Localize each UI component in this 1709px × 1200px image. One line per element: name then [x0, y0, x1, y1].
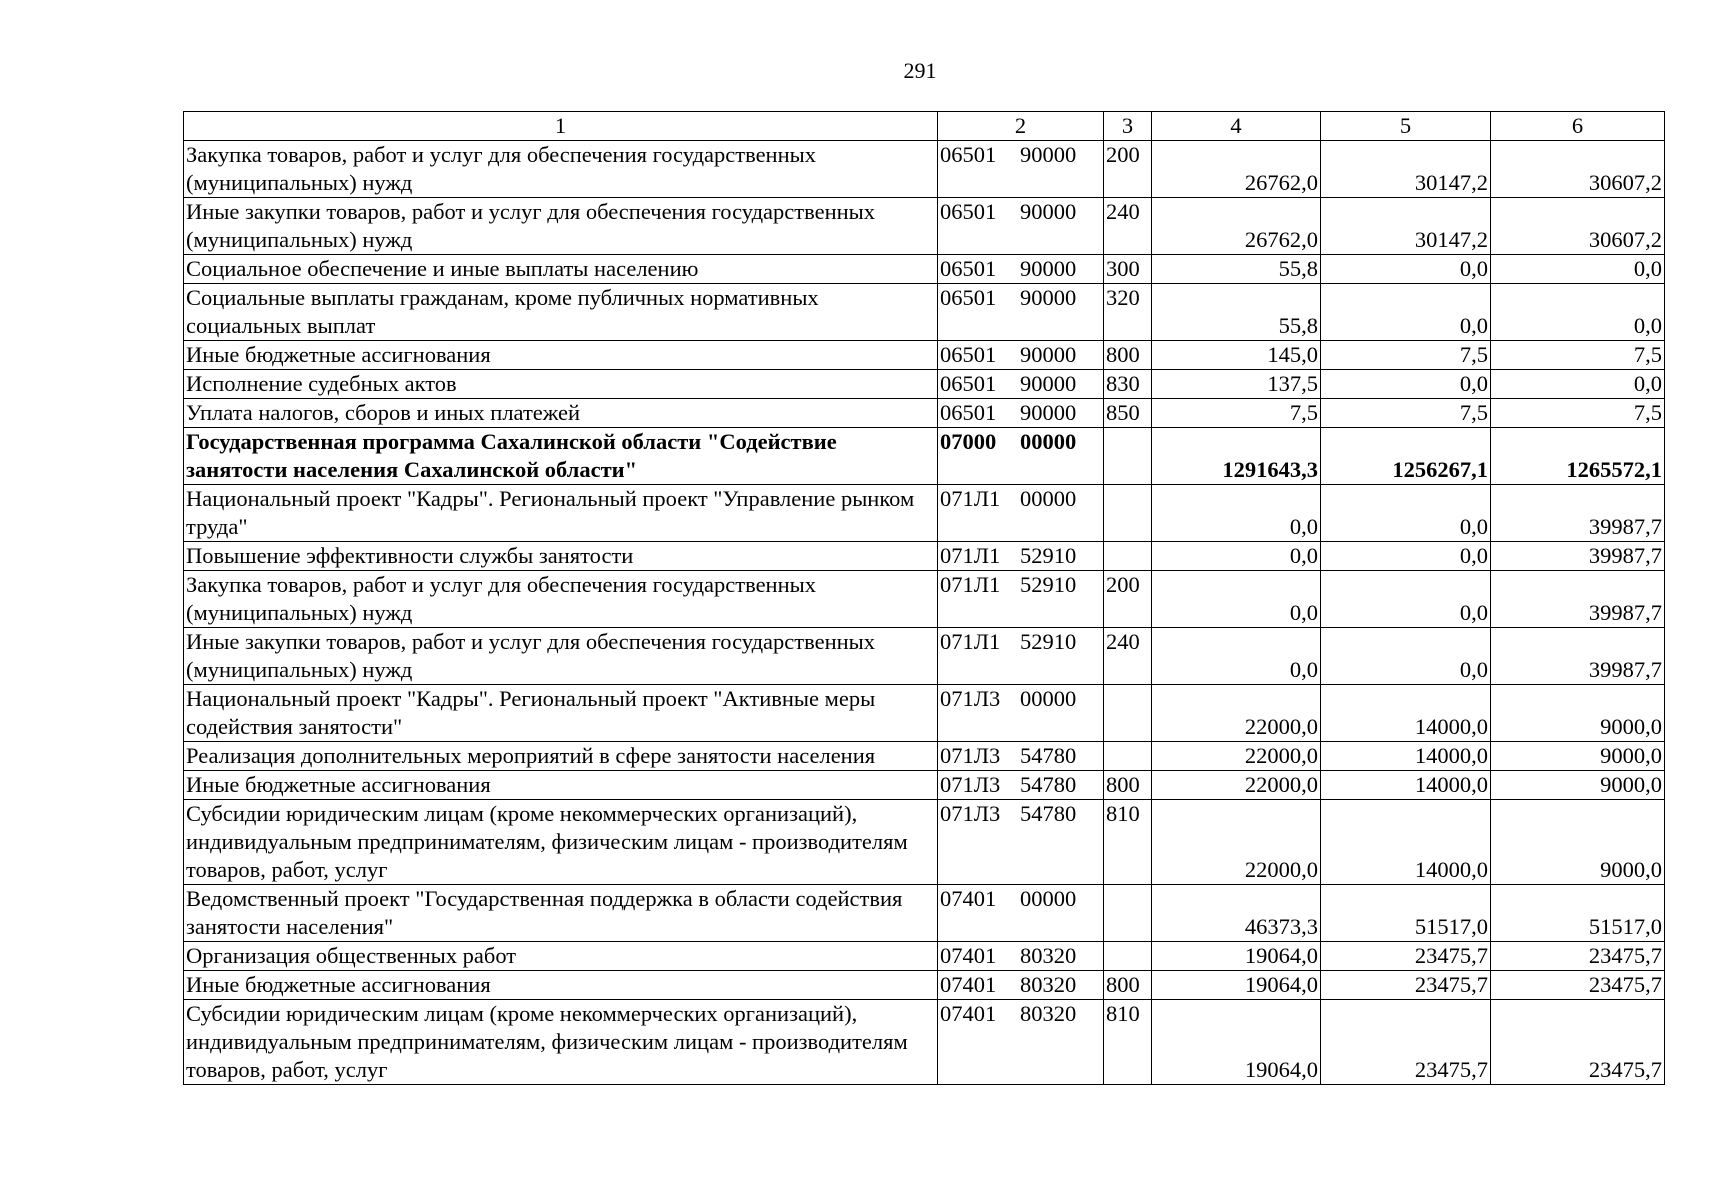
- row-value-v5: 0,0: [1321, 542, 1491, 571]
- program-code: 071Л3: [940, 801, 1001, 826]
- table-row: [184, 428, 1665, 485]
- row-name-cell: Государственная программа Сахалинской области "Содействие занятости населения Сахалинской области": [184, 428, 938, 485]
- row-value-v6: 1265572,1: [1491, 428, 1665, 485]
- row-code-cell: [938, 742, 1104, 771]
- row-value-v4: 19064,0: [1152, 971, 1321, 1000]
- row-type-cell: 810: [1104, 1000, 1152, 1085]
- table-row: [184, 571, 1665, 628]
- direction-code: 54780: [1020, 772, 1077, 797]
- direction-code: 90000: [1020, 371, 1077, 396]
- row-value-v6: 30607,2: [1491, 141, 1665, 198]
- row-value-v5: 51517,0: [1321, 885, 1491, 942]
- program-code: 071Л3: [940, 743, 1001, 768]
- direction-code: 00000: [1020, 686, 1077, 711]
- direction-code: 90000: [1020, 142, 1077, 167]
- table-row: [184, 628, 1665, 685]
- row-value-v4: 0,0: [1152, 485, 1321, 542]
- program-code: 071Л3: [940, 772, 1001, 797]
- row-value-v4: 0,0: [1152, 628, 1321, 685]
- direction-code: 52910: [1020, 543, 1077, 568]
- program-code: 06501: [940, 199, 997, 224]
- table-row: [184, 284, 1665, 341]
- row-value-v4: 7,5: [1152, 399, 1321, 428]
- program-code: 07401: [940, 943, 997, 968]
- row-code-cell: [938, 485, 1104, 542]
- row-code-cell: [938, 771, 1104, 800]
- row-value-v6: 39987,7: [1491, 628, 1665, 685]
- row-code-cell: [938, 685, 1104, 742]
- row-name-cell: Социальное обеспечение и иные выплаты населению: [184, 255, 938, 284]
- table-row: [184, 485, 1665, 542]
- program-code: 07401: [940, 972, 997, 997]
- row-name-cell: Организация общественных работ: [184, 942, 938, 971]
- row-value-v4: 0,0: [1152, 542, 1321, 571]
- row-value-v4: 26762,0: [1152, 141, 1321, 198]
- direction-code: 00000: [1020, 886, 1077, 911]
- direction-code: 00000: [1020, 429, 1077, 454]
- row-name-cell: Реализация дополнительных мероприятий в сфере занятости населения: [184, 742, 938, 771]
- row-type-cell: [1104, 485, 1152, 542]
- row-type-cell: 800: [1104, 341, 1152, 370]
- row-value-v4: 26762,0: [1152, 198, 1321, 255]
- row-value-v6: 0,0: [1491, 284, 1665, 341]
- row-value-v5: 7,5: [1321, 399, 1491, 428]
- row-value-v6: 7,5: [1491, 341, 1665, 370]
- row-value-v5: 0,0: [1321, 370, 1491, 399]
- row-value-v6: 23475,7: [1491, 971, 1665, 1000]
- row-value-v6: 7,5: [1491, 399, 1665, 428]
- program-code: 071Л3: [940, 686, 1001, 711]
- direction-code: 90000: [1020, 285, 1077, 310]
- row-code-cell: [938, 370, 1104, 399]
- row-value-v6: 51517,0: [1491, 885, 1665, 942]
- direction-code: 90000: [1020, 199, 1077, 224]
- table-row: [184, 341, 1665, 370]
- row-code-cell: [938, 571, 1104, 628]
- row-type-cell: [1104, 885, 1152, 942]
- row-type-cell: 300: [1104, 255, 1152, 284]
- table-row: [184, 742, 1665, 771]
- row-value-v5: 0,0: [1321, 284, 1491, 341]
- row-value-v6: 23475,7: [1491, 942, 1665, 971]
- row-type-cell: 200: [1104, 571, 1152, 628]
- row-value-v4: 19064,0: [1152, 942, 1321, 971]
- row-value-v6: 23475,7: [1491, 1000, 1665, 1085]
- row-code-cell: [938, 1000, 1104, 1085]
- row-value-v6: 39987,7: [1491, 485, 1665, 542]
- header-cell: 2: [938, 112, 1104, 141]
- direction-code: 52910: [1020, 572, 1077, 597]
- row-value-v6: 9000,0: [1491, 742, 1665, 771]
- row-value-v6: 9000,0: [1491, 771, 1665, 800]
- row-name-cell: Закупка товаров, работ и услуг для обеспечения государственных (муниципальных) нужд: [184, 571, 938, 628]
- row-name-cell: Субсидии юридическим лицам (кроме некоммерческих организаций), индивидуальным предпринимателям, физическим лицам - производителям товаров, работ, услуг: [184, 1000, 938, 1085]
- row-name-cell: Иные закупки товаров, работ и услуг для обеспечения государственных (муниципальных) нужд: [184, 628, 938, 685]
- program-code: 071Л1: [940, 629, 1001, 654]
- program-code: 071Л1: [940, 572, 1001, 597]
- row-value-v4: 1291643,3: [1152, 428, 1321, 485]
- table-row: [184, 685, 1665, 742]
- header-row: [184, 112, 1665, 141]
- row-type-cell: 200: [1104, 141, 1152, 198]
- row-code-cell: [938, 255, 1104, 284]
- program-code: 06501: [940, 256, 997, 281]
- table-row: [184, 141, 1665, 198]
- row-value-v6: 9000,0: [1491, 800, 1665, 885]
- program-code: 071Л1: [940, 486, 1001, 511]
- row-value-v6: 9000,0: [1491, 685, 1665, 742]
- row-value-v4: 19064,0: [1152, 1000, 1321, 1085]
- table-row: [184, 370, 1665, 399]
- row-type-cell: 800: [1104, 971, 1152, 1000]
- program-code: 07401: [940, 886, 997, 911]
- header-cell: 4: [1152, 112, 1321, 141]
- row-code-cell: [938, 399, 1104, 428]
- row-name-cell: Иные бюджетные ассигнования: [184, 971, 938, 1000]
- row-type-cell: [1104, 742, 1152, 771]
- table-row: [184, 971, 1665, 1000]
- header-cell: 3: [1104, 112, 1152, 141]
- row-type-cell: 830: [1104, 370, 1152, 399]
- row-type-cell: 320: [1104, 284, 1152, 341]
- row-value-v4: 0,0: [1152, 571, 1321, 628]
- table-row: [184, 800, 1665, 885]
- row-value-v5: 23475,7: [1321, 942, 1491, 971]
- program-code: 07401: [940, 1001, 997, 1026]
- budget-table: [183, 111, 1665, 1085]
- row-value-v5: 1256267,1: [1321, 428, 1491, 485]
- row-value-v5: 7,5: [1321, 341, 1491, 370]
- table-row: [184, 771, 1665, 800]
- row-type-cell: [1104, 542, 1152, 571]
- row-code-cell: [938, 198, 1104, 255]
- row-name-cell: Иные закупки товаров, работ и услуг для обеспечения государственных (муниципальных) нужд: [184, 198, 938, 255]
- row-value-v5: 0,0: [1321, 571, 1491, 628]
- program-code: 06501: [940, 342, 997, 367]
- program-code: 06501: [940, 285, 997, 310]
- row-value-v6: 39987,7: [1491, 571, 1665, 628]
- program-code: 06501: [940, 371, 997, 396]
- row-code-cell: [938, 341, 1104, 370]
- direction-code: 90000: [1020, 256, 1077, 281]
- header-cell: 5: [1321, 112, 1491, 141]
- row-value-v4: 55,8: [1152, 255, 1321, 284]
- row-value-v4: 46373,3: [1152, 885, 1321, 942]
- row-value-v6: 0,0: [1491, 255, 1665, 284]
- direction-code: 80320: [1020, 1001, 1077, 1026]
- row-name-cell: Исполнение судебных актов: [184, 370, 938, 399]
- row-value-v6: 0,0: [1491, 370, 1665, 399]
- row-type-cell: [1104, 942, 1152, 971]
- row-name-cell: Социальные выплаты гражданам, кроме публичных нормативных социальных выплат: [184, 284, 938, 341]
- row-value-v4: 22000,0: [1152, 742, 1321, 771]
- row-type-cell: [1104, 685, 1152, 742]
- row-code-cell: [938, 800, 1104, 885]
- row-name-cell: Повышение эффективности службы занятости: [184, 542, 938, 571]
- row-type-cell: 810: [1104, 800, 1152, 885]
- row-name-cell: Иные бюджетные ассигнования: [184, 341, 938, 370]
- table-row: [184, 399, 1665, 428]
- row-value-v4: 145,0: [1152, 341, 1321, 370]
- row-value-v5: 30147,2: [1321, 198, 1491, 255]
- direction-code: 54780: [1020, 801, 1077, 826]
- program-code: 06501: [940, 400, 997, 425]
- page-number: 291: [903, 58, 937, 83]
- row-value-v5: 23475,7: [1321, 1000, 1491, 1085]
- table-row: [184, 198, 1665, 255]
- row-name-cell: Национальный проект "Кадры". Региональный проект "Управление рынком труда": [184, 485, 938, 542]
- table-row: [184, 542, 1665, 571]
- row-code-cell: [938, 628, 1104, 685]
- program-code: 06501: [940, 142, 997, 167]
- row-code-cell: [938, 284, 1104, 341]
- row-value-v5: 14000,0: [1321, 800, 1491, 885]
- row-name-cell: Иные бюджетные ассигнования: [184, 771, 938, 800]
- row-name-cell: Уплата налогов, сборов и иных платежей: [184, 399, 938, 428]
- row-value-v5: 30147,2: [1321, 141, 1491, 198]
- row-value-v5: 0,0: [1321, 628, 1491, 685]
- program-code: 07000: [940, 429, 997, 454]
- row-value-v5: 0,0: [1321, 255, 1491, 284]
- row-code-cell: [938, 942, 1104, 971]
- row-type-cell: [1104, 428, 1152, 485]
- table-row: [184, 255, 1665, 284]
- row-value-v5: 14000,0: [1321, 742, 1491, 771]
- header-cell: 6: [1491, 112, 1665, 141]
- table-row: [184, 885, 1665, 942]
- row-value-v4: 22000,0: [1152, 800, 1321, 885]
- direction-code: 80320: [1020, 972, 1077, 997]
- row-value-v4: 22000,0: [1152, 685, 1321, 742]
- direction-code: 54780: [1020, 743, 1077, 768]
- row-code-cell: [938, 885, 1104, 942]
- direction-code: 52910: [1020, 629, 1077, 654]
- row-code-cell: [938, 428, 1104, 485]
- row-value-v5: 23475,7: [1321, 971, 1491, 1000]
- direction-code: 90000: [1020, 342, 1077, 367]
- header-cell: 1: [184, 112, 938, 141]
- row-name-cell: Субсидии юридическим лицам (кроме некоммерческих организаций), индивидуальным предпринимателям, физическим лицам - производителям товаров, работ, услуг: [184, 800, 938, 885]
- direction-code: 80320: [1020, 943, 1077, 968]
- row-name-cell: Закупка товаров, работ и услуг для обеспечения государственных (муниципальных) нужд: [184, 141, 938, 198]
- program-code: 071Л1: [940, 543, 1001, 568]
- row-value-v4: 137,5: [1152, 370, 1321, 399]
- row-type-cell: 240: [1104, 198, 1152, 255]
- row-value-v5: 0,0: [1321, 485, 1491, 542]
- row-value-v5: 14000,0: [1321, 771, 1491, 800]
- row-code-cell: [938, 971, 1104, 1000]
- row-name-cell: Ведомственный проект "Государственная поддержка в области содействия занятости населения": [184, 885, 938, 942]
- row-name-cell: Национальный проект "Кадры". Региональный проект "Активные меры содействия занятости": [184, 685, 938, 742]
- table-row: [184, 942, 1665, 971]
- row-value-v6: 30607,2: [1491, 198, 1665, 255]
- direction-code: 90000: [1020, 400, 1077, 425]
- row-type-cell: 800: [1104, 771, 1152, 800]
- row-type-cell: 240: [1104, 628, 1152, 685]
- table-row: [184, 1000, 1665, 1085]
- row-value-v4: 22000,0: [1152, 771, 1321, 800]
- row-code-cell: [938, 542, 1104, 571]
- row-code-cell: [938, 141, 1104, 198]
- row-type-cell: 850: [1104, 399, 1152, 428]
- row-value-v6: 39987,7: [1491, 542, 1665, 571]
- row-value-v5: 14000,0: [1321, 685, 1491, 742]
- direction-code: 00000: [1020, 486, 1077, 511]
- row-value-v4: 55,8: [1152, 284, 1321, 341]
